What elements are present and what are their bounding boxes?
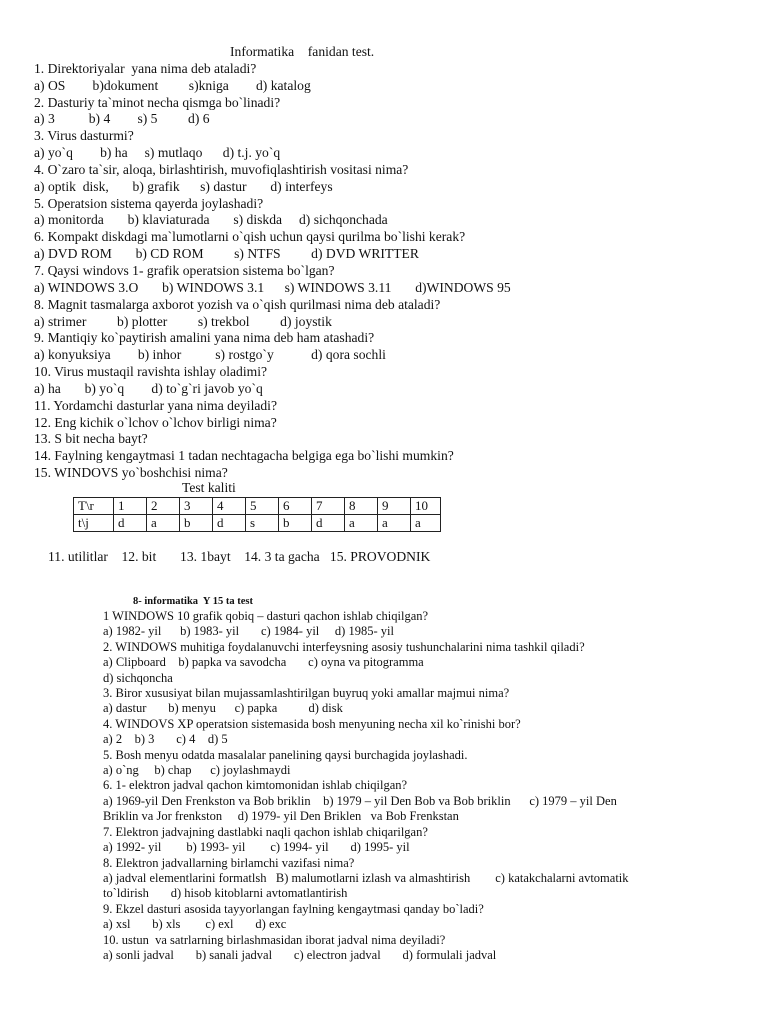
- s2-options-8: a) jadval elementlarini formatlsh B) malumotlarni izlash va almashtirish c) katakchalarni avtomatik: [103, 870, 629, 885]
- question-13: 13. S bit necha bayt?: [34, 431, 148, 447]
- key-cell: a: [378, 515, 411, 532]
- s2-options-10: a) sonli jadval b) sanali jadval c) electron jadval d) formulali jadval: [103, 947, 497, 962]
- s2-question-5: 5. Bosh menyu odatda masalalar panelining qaysi burchagida joylashadi.: [103, 747, 468, 762]
- question-8: 8. Magnit tasmalarga axborot yozish va o`qish qurilmasi nima deb ataladi?: [34, 296, 441, 312]
- question-1: 1. Direktoriyalar yana nima deb ataladi?: [34, 60, 257, 76]
- question-15: 15. WINDOVS yo`boshchisi nima?: [34, 465, 228, 481]
- options-4: a) optik disk, b) grafik s) dastur d) interfeys: [34, 178, 333, 194]
- s2-question-9: 9. Ekzel dasturi asosida tayyorlangan faylning kengaytmasi qanday bo`ladi?: [103, 901, 484, 916]
- test-section-2: [103, 609, 703, 963]
- s2-question-2: 2. WINDOWS muhitiga foydalanuvchi interfeysning asosiy tushunchalarini nima tashkil qiladi?: [103, 639, 585, 654]
- s2-options-3: a) dastur b) menyu c) papka d) disk: [103, 701, 343, 716]
- options-6: a) DVD ROM b) CD ROM s) NTFS d) DVD WRITTER: [34, 246, 419, 262]
- s2-options-2-cont: d) sichqoncha: [103, 670, 173, 685]
- question-3: 3. Virus dasturmi?: [34, 128, 134, 144]
- key-cell: 4: [213, 498, 246, 515]
- question-11: 11. Yordamchi dasturlar yana nima deyiladi?: [34, 397, 277, 413]
- key-cell: 9: [378, 498, 411, 515]
- key-cell: d: [213, 515, 246, 532]
- key-cell: a: [345, 515, 378, 532]
- key-cell: 7: [312, 498, 345, 515]
- key-cell: t\j: [74, 515, 114, 532]
- s2-question-7: 7. Elektron jadvajning dastlabki naqli qachon ishlab chiqarilgan?: [103, 824, 428, 839]
- options-3: a) yo`q b) ha s) mutlaqo d) t.j. yo`q: [34, 145, 281, 161]
- key-cell: b: [180, 515, 213, 532]
- options-9: a) konyuksiya b) inhor s) rostgo`y d) qora sochli: [34, 347, 386, 363]
- s2-question-10: 10. ustun va satrlarning birlashmasidan iborat jadval nima deyiladi?: [103, 932, 446, 947]
- key-cell: a: [411, 515, 441, 532]
- test-section-2-title: 8- informatika Y 15 ta test: [133, 596, 253, 607]
- s2-options-2: a) Clipboard b) papka va savodcha c) oyna va pitogramma: [103, 655, 424, 670]
- answer-key-table: [73, 497, 441, 532]
- key-cell: 1: [114, 498, 147, 515]
- key-cell: T\r: [74, 498, 114, 515]
- s2-question-4: 4. WINDOVS XP operatsion sistemasida bosh menyuning necha xil ko`rinishi bor?: [103, 716, 521, 731]
- question-12: 12. Eng kichik o`lchov o`lchov birligi nima?: [34, 414, 277, 430]
- s2-options-6: a) 1969-yil Den Frenkston va Bob briklin b) 1979 – yil Den Bob va Bob briklin c) 1979 – yil Den: [103, 793, 617, 808]
- key-cell: 3: [180, 498, 213, 515]
- s2-options-5: a) o`ng b) chap c) joylashmaydi: [103, 763, 291, 778]
- key-cell: 2: [147, 498, 180, 515]
- key-cell: d: [312, 515, 345, 532]
- s2-options-1: a) 1982- yil b) 1983- yil c) 1984- yil d) 1985- yil: [103, 624, 394, 639]
- answer-key-title: Test kaliti: [182, 480, 236, 495]
- s2-options-7: a) 1992- yil b) 1993- yil c) 1994- yil d) 1995- yil: [103, 840, 410, 855]
- question-2: 2. Dasturiy ta`minot necha qismga bo`linadi?: [34, 94, 281, 110]
- key-cell: b: [279, 515, 312, 532]
- options-2: a) 3 b) 4 s) 5 d) 6: [34, 111, 210, 127]
- s2-options-6-cont: Briklin va Jor frenkston d) 1979- yil Den Briklen va Bob Frenkstan: [103, 809, 459, 824]
- s2-options-8-cont: to`ldirish d) hisob kitoblarni avtomatlantirish: [103, 886, 348, 901]
- key-cell: a: [147, 515, 180, 532]
- s2-options-9: a) xsl b) xls c) exl d) exc: [103, 917, 287, 932]
- test-section-1: [34, 44, 754, 482]
- answer-key-answer-row: [74, 515, 441, 532]
- question-5: 5. Operatsion sistema qayerda joylashadi?: [34, 195, 264, 211]
- key-cell: 8: [345, 498, 378, 515]
- answer-key-header-row: [74, 498, 441, 515]
- key-cell: 5: [246, 498, 279, 515]
- options-5: a) monitorda b) klaviaturada s) diskda d) sichqonchada: [34, 212, 388, 228]
- key-cell: 6: [279, 498, 312, 515]
- s2-question-3: 3. Biror xususiyat bilan mujassamlashtirilgan buyruq yoki amallar majmui nima?: [103, 686, 510, 701]
- key-cell: d: [114, 515, 147, 532]
- question-14: 14. Faylning kengaytmasi 1 tadan nechtagacha belgiga ega bo`lishi mumkin?: [34, 448, 454, 464]
- s2-question-6: 6. 1- elektron jadval qachon kimtomonidan ishlab chiqilgan?: [103, 778, 408, 793]
- question-4: 4. O`zaro ta`sir, aloqa, birlashtirish, muvofiqlashtirish vositasi nima?: [34, 161, 409, 177]
- options-7: a) WINDOWS 3.O b) WINDOWS 3.1 s) WINDOWS 3.11 d)WINDOWS 95: [34, 279, 511, 295]
- options-10: a) ha b) yo`q d) to`g`ri javob yo`q: [34, 380, 263, 396]
- question-6: 6. Kompakt diskdagi ma`lumotlarni o`qish uchun qaysi qurilma bo`lishi kerak?: [34, 229, 466, 245]
- s2-question-1: 1 WINDOWS 10 grafik qobiq – dasturi qachon ishlab chiqilgan?: [103, 609, 429, 623]
- options-8: a) strimer b) plotter s) trekbol d) joystik: [34, 313, 332, 329]
- key-cell: s: [246, 515, 279, 532]
- question-9: 9. Mantiqiy ko`paytirish amalini yana nima deb ham atashadi?: [34, 330, 375, 346]
- s2-question-8: 8. Elektron jadvallarning birlamchi vazifasi nima?: [103, 855, 355, 870]
- question-10: 10. Virus mustaqil ravishta ishlay oladimi?: [34, 364, 268, 380]
- open-answers-line: 11. utilitlar 12. bit 13. 1bayt 14. 3 ta gacha 15. PROVODNIK: [48, 549, 431, 564]
- key-cell: 10: [411, 498, 441, 515]
- question-7: 7. Qaysi windovs 1- grafik operatsion sistema bo`lgan?: [34, 262, 335, 278]
- test-title: Informatika fanidan test.: [230, 44, 375, 59]
- s2-options-4: a) 2 b) 3 c) 4 d) 5: [103, 732, 228, 747]
- options-1: a) OS b)dokument s)kniga d) katalog: [34, 77, 311, 93]
